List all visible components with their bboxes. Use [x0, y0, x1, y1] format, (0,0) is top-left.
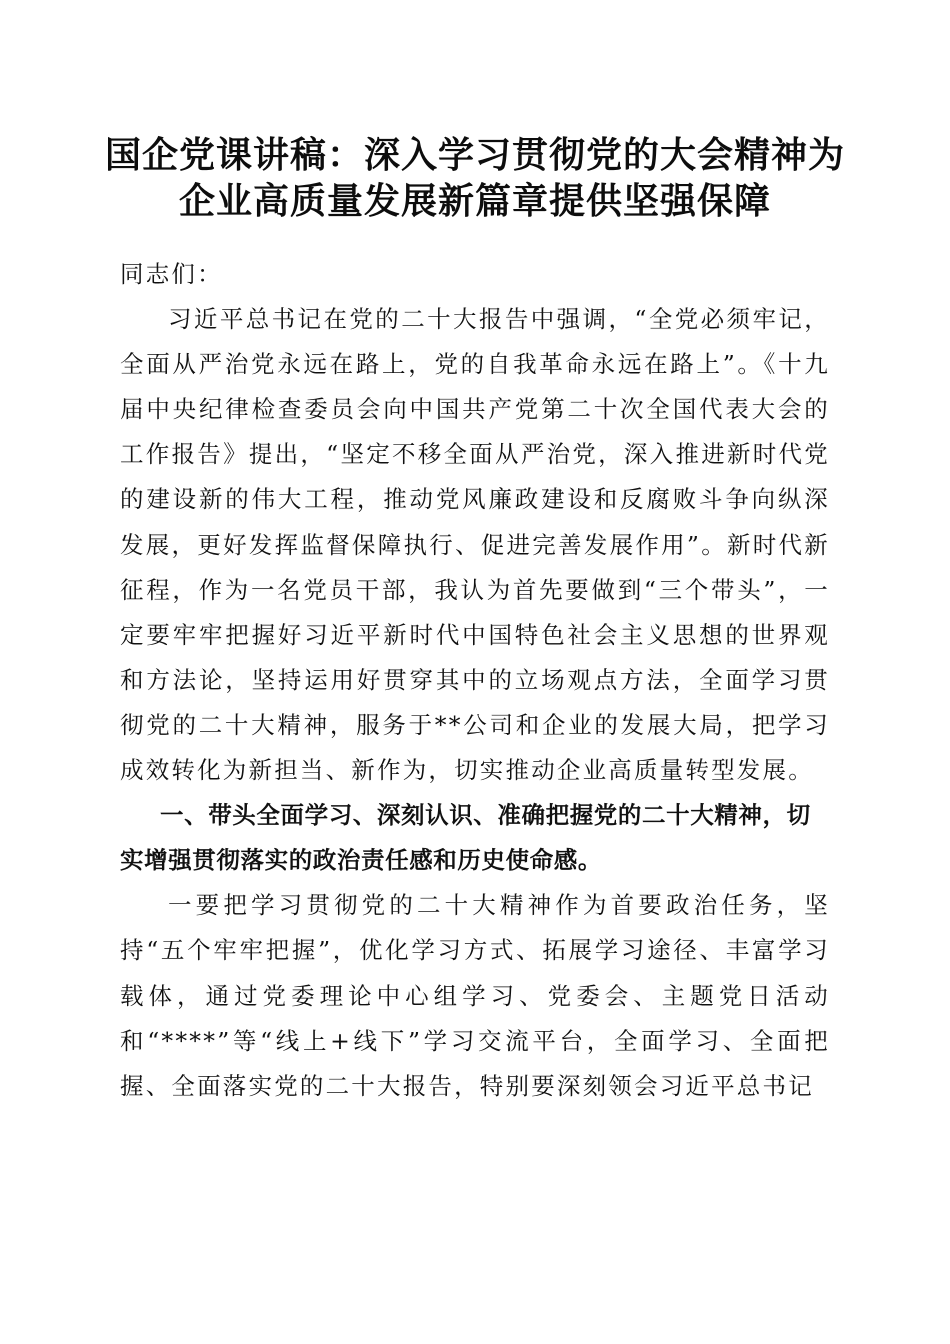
salutation: 同志们：: [120, 260, 223, 288]
paragraph-section-1: 一要把学习贯彻党的二十大精神作为首要政治任务，坚持“五个牢牢把握”，优化学习方式、拓展学习途径、丰富学习载体，通过党委理论中心组学习、党委会、主题党日活动和“****”等“线上+线下”学习交流平台，全面学习、全面把握、全面落实党的二十大报告，特别要深刻领会习近平总书记: [120, 891, 830, 1100]
document-body: [120, 252, 830, 1109]
document-title: [100, 132, 850, 224]
title-line-1: 国企党课讲稿：深入学习贯彻党的大会精神为: [104, 134, 845, 176]
title-line-2: 企业高质量发展新篇章提供坚强保障: [178, 180, 771, 222]
section-heading-1: 一、带头全面学习、深刻认识、准确把握党的二十大精神，切实增强贯彻落实的政治责任感和历史使命感。: [120, 801, 811, 875]
paragraph-intro: 习近平总书记在党的二十大报告中强调，“全党必须牢记，全面从严治党永远在路上，党的自我革命永远在路上”。《十九届中央纪律检查委员会向中国共产党第二十次全国代表大会的工作报告》提出，“坚定不移全面从严治党，深入推进新时代党的建设新的伟大工程，推动党风廉政建设和反腐败斗争向纵深发展，更好发挥监督保障执行、促进完善发展作用”。新时代新征程，作为一名党员干部，我认为首先要做到“三个带头”，一定要牢牢把握好习近平新时代中国特色社会主义思想的世界观和方法论，坚持运用好贯穿其中的立场观点方法，全面学习贯彻党的二十大精神，服务于**公司和企业的发展大局，把学习成效转化为新担当、新作为，切实推动企业高质量转型发展。: [120, 305, 830, 785]
